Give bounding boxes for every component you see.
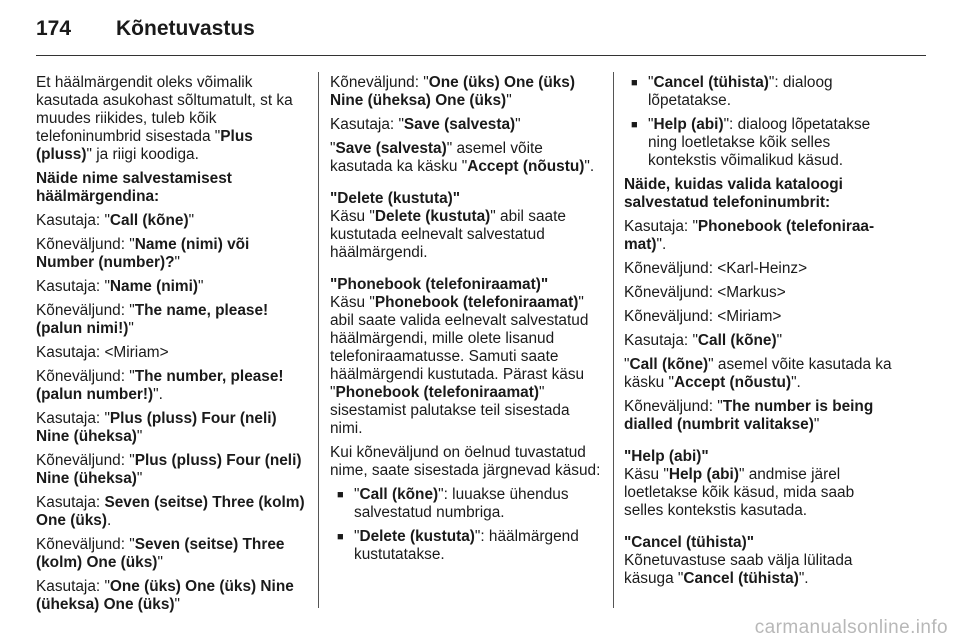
list-item: ■ "Call (kõne)": luuakse ühendus salvestatud numbriga. bbox=[330, 486, 606, 522]
phonebook-commands-intro: Kui kõneväljund on öelnud tuvastatud nime, saate sisestada järgnevad käsud: bbox=[330, 444, 601, 479]
dialog-line: Kõneväljund: <Markus> bbox=[624, 284, 786, 301]
dialog-line: "Save (salvesta)" asemel võite kasutada ka käsku "Accept (nõustu)". bbox=[330, 140, 595, 175]
example-heading: Näide, kuidas valida kataloogi salvestatud telefoninumbrit: bbox=[624, 176, 843, 211]
section-heading-phonebook: "Phonebook (telefoniraamat)" bbox=[330, 276, 549, 293]
dialog-line: Kasutaja: "Call (kõne)" bbox=[624, 332, 783, 349]
delete-paragraph: Käsu "Delete (kustuta)" abil saate kustutada eelnevalt salvestatud häälmärgendi. bbox=[330, 208, 566, 261]
dialog-line: Kõneväljund: "The name, please! (palun nimi!)" bbox=[36, 302, 269, 337]
column-divider bbox=[613, 72, 614, 608]
list-item: ■ "Help (abi)": dialoog lõpetatakse ning loetletakse kõik selles kontekstis võimalikud käsud. bbox=[624, 116, 894, 170]
section-heading-help: "Help (abi)" bbox=[624, 448, 709, 465]
header-rule bbox=[36, 55, 926, 56]
page-number: 174 bbox=[36, 17, 72, 40]
dialog-line: Kõneväljund: "The number, please! (palun number!)". bbox=[36, 368, 284, 403]
section-heading-cancel: "Cancel (tühista)" bbox=[624, 534, 755, 551]
watermark-logo: carmanualsonline.info bbox=[754, 617, 948, 638]
column-divider bbox=[318, 72, 319, 608]
list-item: ■ "Delete (kustuta)": häälmärgend kustutatakse. bbox=[330, 528, 606, 564]
dialog-line: Kasutaja: "Phonebook (telefoniraamat)". bbox=[624, 218, 875, 253]
section-heading-delete: "Delete (kustuta)" bbox=[330, 190, 461, 207]
page-title: Kõnetuvastus bbox=[116, 17, 255, 40]
list-item: ■ "Cancel (tühista)": dialoog lõpetatakse. bbox=[624, 74, 894, 110]
dialog-line: Kasutaja: Seven (seitse) Three (kolm) One (üks). bbox=[36, 494, 305, 529]
cancel-paragraph: Kõnetuvastuse saab välja lülitada käsuga "Cancel (tühista)". bbox=[624, 552, 853, 587]
page-header bbox=[36, 17, 255, 41]
intro-paragraph: Et häälmärgendit oleks võimalik kasutada asukohast sõltumatult, st ka muudes riikides, tuleb kõik telefoninumbrid sisestada "Plus (pluss)" ja riigi koodiga. bbox=[36, 74, 293, 163]
dialog-line: Kasutaja: "Name (nimi)" bbox=[36, 278, 204, 295]
dialog-line: Kõneväljund: <Karl-Heinz> bbox=[624, 260, 808, 277]
dialog-line: Kõneväljund: "Plus (pluss) Four (neli) Nine (üheksa)" bbox=[36, 452, 302, 487]
dialog-line: Kõneväljund: "One (üks) One (üks) Nine (üheksa) One (üks)" bbox=[330, 74, 575, 109]
column-left bbox=[36, 74, 306, 620]
dialog-line: Kõneväljund: <Miriam> bbox=[624, 308, 782, 325]
dialog-line: Kõneväljund: "Seven (seitse) Three (kolm) One (üks)" bbox=[36, 536, 285, 571]
dialog-line: "Call (kõne)" asemel võite kasutada ka käsku "Accept (nõustu)". bbox=[624, 356, 892, 391]
dialog-line: Kõneväljund: "Name (nimi) või Number (number)?" bbox=[36, 236, 250, 271]
dialog-line: Kasutaja: <Miriam> bbox=[36, 344, 169, 361]
column-middle bbox=[330, 74, 606, 570]
phonebook-paragraph: Käsu "Phonebook (telefoniraamat)" abil saate valida eelnevalt salvestatud häälmärgendi, mille olete lisanud telefoniraamatusse. Samuti saate häälmärgendi kustutada. Pärast käsu "Phonebook (telefoniraamat)" sisestamist palutakse teil sisestada nimi. bbox=[330, 294, 589, 437]
dialog-line: Kasutaja: "Save (salvesta)" bbox=[330, 116, 521, 133]
dialog-line: Kasutaja: "One (üks) One (üks) Nine (üheksa) One (üks)" bbox=[36, 578, 294, 613]
dialog-line: Kasutaja: "Call (kõne)" bbox=[36, 212, 195, 229]
example-heading: Näide nime salvestamisest häälmärgendina: bbox=[36, 170, 232, 205]
dialog-line: Kõneväljund: "The number is being dialled (numbrit valitakse)" bbox=[624, 398, 874, 433]
help-paragraph: Käsu "Help (abi)" andmise järel loetletakse kõik käsud, mida saab selles kontekstis kasutada. bbox=[624, 466, 855, 519]
column-right bbox=[624, 74, 894, 594]
dialog-line: Kasutaja: "Plus (pluss) Four (neli) Nine (üheksa)" bbox=[36, 410, 277, 445]
